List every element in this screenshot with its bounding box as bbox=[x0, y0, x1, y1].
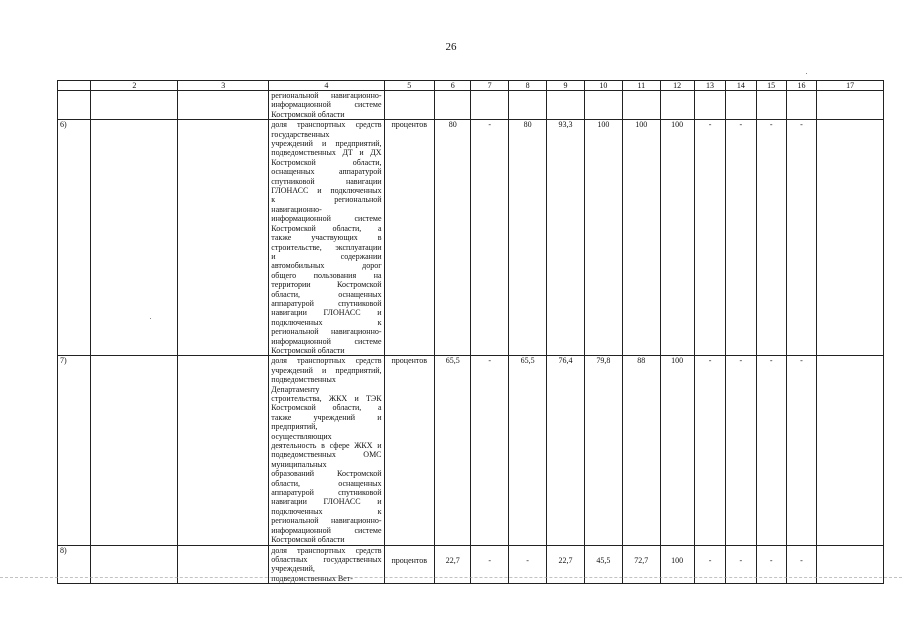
column-header: 17 bbox=[817, 81, 884, 91]
description-line: региональной навигационно- bbox=[271, 327, 382, 337]
value-cell: 80 bbox=[508, 120, 546, 356]
value-cell: 100 bbox=[660, 120, 694, 356]
value-cell: 79,8 bbox=[584, 356, 622, 545]
continuation-row bbox=[58, 91, 884, 120]
description-line: подведомственных bbox=[271, 375, 336, 385]
scan-artifact-line bbox=[0, 577, 902, 578]
description-line: и содержании bbox=[271, 251, 382, 261]
description-line: учреждений и предприятий, bbox=[271, 365, 382, 375]
indicator-description bbox=[269, 120, 384, 356]
description-line: общего пользования на bbox=[271, 270, 382, 280]
description-line: учреждений и предприятий, bbox=[271, 139, 382, 149]
description-line: осуществляющих bbox=[271, 431, 332, 441]
value-cell: 65,5 bbox=[508, 356, 546, 545]
row-number: 6) bbox=[58, 120, 91, 356]
value-cell: 100 bbox=[584, 120, 622, 356]
description-line: оснащенных аппаратурой bbox=[271, 167, 382, 177]
value-cell: - bbox=[726, 545, 756, 584]
value-cell: - bbox=[508, 545, 546, 584]
description-line: подведомственных ДТ и ДХ bbox=[271, 148, 382, 158]
description-line: информационной системе bbox=[271, 336, 382, 346]
value-cell: 100 bbox=[623, 120, 660, 356]
empty-cell bbox=[817, 120, 884, 356]
value-cell: 88 bbox=[623, 356, 660, 545]
table-row bbox=[58, 356, 884, 545]
description-line: Костромской области, а bbox=[271, 403, 382, 413]
description-line: доля транспортных средств bbox=[271, 356, 382, 366]
value-cell: - bbox=[471, 120, 508, 356]
value-cell: - bbox=[786, 545, 816, 584]
description-line: Костромской области, bbox=[271, 157, 382, 167]
column-header: 4 bbox=[269, 81, 384, 91]
row-number: 8) bbox=[58, 545, 91, 584]
empty-cell bbox=[178, 356, 269, 545]
description-line: предприятий, bbox=[271, 422, 318, 432]
value-cell: 72,7 bbox=[623, 545, 660, 584]
unit-cell: процентов bbox=[384, 120, 435, 356]
description-line: к региональной bbox=[271, 195, 382, 205]
description-line: спутниковой навигации bbox=[271, 176, 382, 186]
empty-cell bbox=[91, 120, 178, 356]
empty-cell bbox=[91, 356, 178, 545]
column-header: 11 bbox=[623, 81, 660, 91]
value-cell: 22,7 bbox=[547, 545, 584, 584]
description-line: доля транспортных средств bbox=[271, 545, 382, 555]
empty-cell bbox=[817, 356, 884, 545]
empty-cell bbox=[178, 120, 269, 356]
column-header: 6 bbox=[435, 81, 471, 91]
description-line: региональной навигационно- bbox=[271, 91, 382, 100]
description-line: Костромской области bbox=[271, 535, 345, 545]
value-cell: - bbox=[471, 545, 508, 584]
column-number-row bbox=[58, 81, 884, 91]
description-line: ГЛОНАСС и подключенных bbox=[271, 186, 382, 196]
value-cell: - bbox=[694, 356, 725, 545]
column-header: 14 bbox=[726, 81, 756, 91]
value-cell: 22,7 bbox=[435, 545, 471, 584]
table-row bbox=[58, 120, 884, 356]
description-line: информационной системе bbox=[271, 525, 382, 535]
description-line: навигации ГЛОНАСС и bbox=[271, 308, 382, 318]
value-cell: - bbox=[471, 356, 508, 545]
indicator-table bbox=[57, 80, 884, 584]
description-line: региональной навигационно- bbox=[271, 516, 382, 526]
description-line: информационной системе bbox=[271, 100, 382, 110]
description-line: Костромской области bbox=[271, 345, 345, 355]
description-line: Костромской области, а bbox=[271, 223, 382, 233]
column-header: 12 bbox=[660, 81, 694, 91]
value-cell: 80 bbox=[435, 120, 471, 356]
value-cell: - bbox=[756, 120, 786, 356]
description-line: аппаратурой спутниковой bbox=[271, 298, 382, 308]
unit-cell: процентов bbox=[384, 545, 435, 584]
indicator-description bbox=[269, 356, 384, 545]
description-line: области, оснащенных bbox=[271, 289, 382, 299]
description-line: Департаменту bbox=[271, 384, 320, 394]
value-cell: 93,3 bbox=[547, 120, 584, 356]
description-line: также учреждений и bbox=[271, 412, 382, 422]
value-cell: 65,5 bbox=[435, 356, 471, 545]
description-line: государственных bbox=[271, 129, 330, 139]
page-number: 26 bbox=[445, 41, 457, 53]
value-cell: 76,4 bbox=[547, 356, 584, 545]
continuation-description bbox=[269, 91, 384, 120]
column-header: 9 bbox=[547, 81, 584, 91]
value-cell: 45,5 bbox=[584, 545, 622, 584]
description-line: строительства, ЖКХ и ТЭК bbox=[271, 394, 382, 403]
scan-speck bbox=[150, 318, 151, 319]
value-cell: - bbox=[726, 120, 756, 356]
column-header: 3 bbox=[178, 81, 269, 91]
column-header: 5 bbox=[384, 81, 435, 91]
column-header: 15 bbox=[756, 81, 786, 91]
value-cell: - bbox=[756, 356, 786, 545]
column-header: 2 bbox=[91, 81, 178, 91]
description-line: образований Костромской bbox=[271, 469, 382, 479]
description-line: автомобильных дорог bbox=[271, 261, 382, 271]
column-header: 16 bbox=[786, 81, 816, 91]
value-cell: 100 bbox=[660, 545, 694, 584]
description-line: также участвующих в bbox=[271, 233, 382, 243]
unit-cell: процентов bbox=[384, 356, 435, 545]
description-line: навигации ГЛОНАСС и bbox=[271, 497, 382, 507]
description-line: подведомственных ОМС bbox=[271, 450, 382, 460]
description-line: подведомственных Вет- bbox=[271, 573, 353, 583]
description-line: навигационно- bbox=[271, 204, 322, 214]
value-cell: - bbox=[694, 120, 725, 356]
description-line: подключенных к bbox=[271, 506, 382, 516]
value-cell: - bbox=[786, 356, 816, 545]
description-line: учреждений, bbox=[271, 564, 315, 574]
column-header: 13 bbox=[694, 81, 725, 91]
value-cell: - bbox=[694, 545, 725, 584]
description-line: строительстве, эксплуатации bbox=[271, 242, 382, 252]
value-cell: - bbox=[786, 120, 816, 356]
scan-speck bbox=[806, 73, 807, 74]
column-header: 10 bbox=[584, 81, 622, 91]
value-cell: - bbox=[756, 545, 786, 584]
column-header: 7 bbox=[471, 81, 508, 91]
description-line: области, оснащенных bbox=[271, 478, 382, 488]
description-line: аппаратурой спутниковой bbox=[271, 488, 382, 498]
description-line: деятельность в сфере ЖКХ и bbox=[271, 441, 382, 451]
row-number: 7) bbox=[58, 356, 91, 545]
description-line: подключенных к bbox=[271, 317, 382, 327]
description-line: информационной системе bbox=[271, 214, 382, 224]
description-line: Костромской области bbox=[271, 109, 345, 119]
description-line: муниципальных bbox=[271, 459, 327, 469]
value-cell: - bbox=[726, 356, 756, 545]
description-line: областных государственных bbox=[271, 554, 382, 564]
column-header: 8 bbox=[508, 81, 546, 91]
value-cell: 100 bbox=[660, 356, 694, 545]
column-header bbox=[58, 81, 91, 91]
description-line: доля транспортных средств bbox=[271, 120, 382, 130]
description-line: территории Костромской bbox=[271, 280, 382, 290]
